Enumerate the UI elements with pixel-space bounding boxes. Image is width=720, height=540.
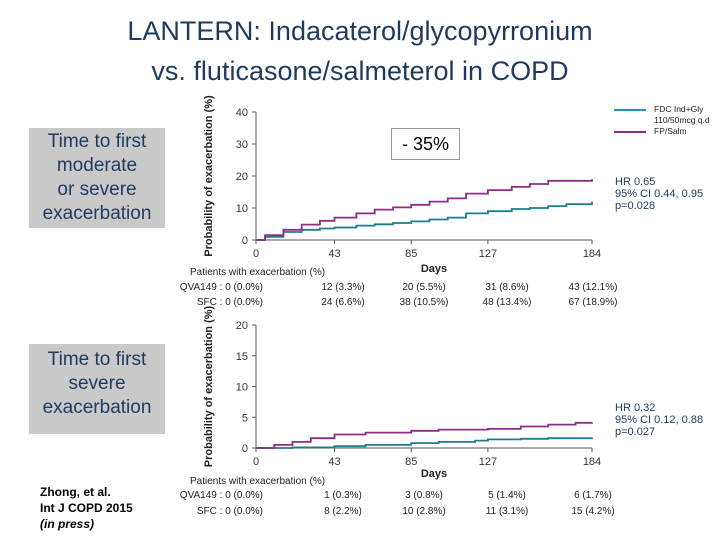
y-tick-label: 15 xyxy=(235,350,248,363)
box2-line: severe xyxy=(68,373,126,394)
y-tick-label: 0 xyxy=(241,235,248,247)
box2-line: Time to first xyxy=(47,349,147,370)
slide-title-line-2: vs. fluticasone/salmeterol in COPD xyxy=(151,56,569,86)
legend-swatch-ind-gly xyxy=(614,109,646,111)
risk-table-header: Patients with exacerbation (%) xyxy=(190,267,326,278)
risk-table-cell: 31 (8.6%) xyxy=(485,282,529,293)
x-axis-label: Days xyxy=(420,263,448,275)
x-axis-label: Days xyxy=(420,468,448,480)
y-tick-label: 10 xyxy=(235,203,248,215)
risk-table-cell: 8 (2.2%) xyxy=(324,506,362,517)
x-tick-label: 184 xyxy=(582,456,602,468)
risk-table-cell: 1 (0.3%) xyxy=(324,490,362,501)
x-tick-label: 85 xyxy=(405,456,418,468)
legend-label: 110/50mcg q.d xyxy=(654,115,710,125)
reference xyxy=(40,484,133,532)
y-tick-label: 20 xyxy=(235,320,248,332)
risk-table-cell: 3 (0.8%) xyxy=(405,490,443,501)
box-moderate-severe xyxy=(29,128,165,228)
risk-table-header: Patients with exacerbation (%) xyxy=(190,476,326,487)
slide-title-line-1: LANTERN: Indacaterol/glycopyrronium xyxy=(127,16,593,46)
legend-item-fp-salm xyxy=(614,126,720,137)
stat-hr: HR 0.32 xyxy=(615,402,656,414)
box1-line: or severe xyxy=(57,179,137,200)
risk-table-cell: 11 (3.1%) xyxy=(485,506,529,517)
risk-table-row-label: QVA149 : 0 (0.0%) xyxy=(179,490,263,501)
legend xyxy=(614,104,720,137)
risk-table-cell: 38 (10.5%) xyxy=(399,297,449,308)
legend-label: FP/Salm xyxy=(654,126,687,136)
x-tick-label: 127 xyxy=(478,248,498,260)
x-tick-label: 43 xyxy=(328,456,341,468)
risk-table-row-label: QVA149 : 0 (0.0%) xyxy=(179,282,263,293)
box2-line: exacerbation xyxy=(42,397,152,418)
reference-journal: Int J COPD 2015 xyxy=(40,501,133,515)
box1-line: exacerbation xyxy=(42,203,152,224)
risk-table-cell: 48 (13.4%) xyxy=(482,297,532,308)
risk-table-cell: 12 (3.3%) xyxy=(321,282,365,293)
x-tick-label: 0 xyxy=(252,248,260,260)
box-severe xyxy=(29,344,165,434)
legend-swatch-fp-salm xyxy=(614,131,646,133)
stats-bottom xyxy=(615,402,703,438)
risk-table-row-label: SFC : 0 (0.0%) xyxy=(196,297,263,308)
risk-table-cell: 10 (2.8%) xyxy=(402,506,446,517)
x-tick-label: 43 xyxy=(328,248,341,260)
reference-author: Zhong, et al. xyxy=(40,485,111,499)
risk-table-cell: 5 (1.4%) xyxy=(488,490,526,501)
y-tick-label: 10 xyxy=(235,381,248,394)
risk-table-cell: 43 (12.1%) xyxy=(568,282,618,293)
legend-label: FDC Ind+Gly xyxy=(654,104,704,114)
box1-line: moderate xyxy=(56,155,138,176)
legend-item-ind-gly xyxy=(614,104,720,126)
x-tick-label: 0 xyxy=(252,456,260,468)
x-tick-label: 184 xyxy=(582,248,602,260)
x-tick-label: 85 xyxy=(405,248,418,260)
risk-table-cell: 67 (18.9%) xyxy=(568,297,618,308)
stat-p: p=0.028 xyxy=(615,200,656,212)
callout-reduction: - 35% xyxy=(391,128,460,160)
risk-table-cell: 6 (1.7%) xyxy=(574,490,612,501)
stat-hr: HR 0.65 xyxy=(615,176,656,188)
y-tick-label: 5 xyxy=(241,412,248,425)
y-tick-label: 30 xyxy=(235,139,248,151)
km-curve-ind-gly xyxy=(256,438,592,449)
stat-ci: 95% CI 0.44, 0.95 xyxy=(615,188,704,200)
risk-table-cell: 15 (4.2%) xyxy=(571,506,615,517)
km-curve-fp-salm xyxy=(256,179,592,240)
risk-table-row-label: SFC : 0 (0.0%) xyxy=(196,506,263,517)
stats-top xyxy=(615,176,703,212)
km-curve-ind-gly xyxy=(256,202,592,240)
y-tick-label: 20 xyxy=(235,171,248,183)
box1-line: Time to first xyxy=(47,131,147,152)
risk-table-cell: 20 (5.5%) xyxy=(402,282,446,293)
y-axis-label: Probability of exacerbation (%) xyxy=(203,305,215,468)
stat-p: p=0.027 xyxy=(615,426,656,438)
stat-ci: 95% CI 0.12, 0.88 xyxy=(615,414,704,426)
reference-status: (in press) xyxy=(40,517,95,531)
km-curve-fp-salm xyxy=(256,422,592,448)
y-tick-label: 40 xyxy=(235,107,248,119)
y-axis-label: Probability of exacerbation (%) xyxy=(203,95,215,257)
risk-table-cell: 24 (6.6%) xyxy=(321,297,365,308)
x-tick-label: 127 xyxy=(478,456,498,468)
y-tick-label: 0 xyxy=(241,443,248,455)
